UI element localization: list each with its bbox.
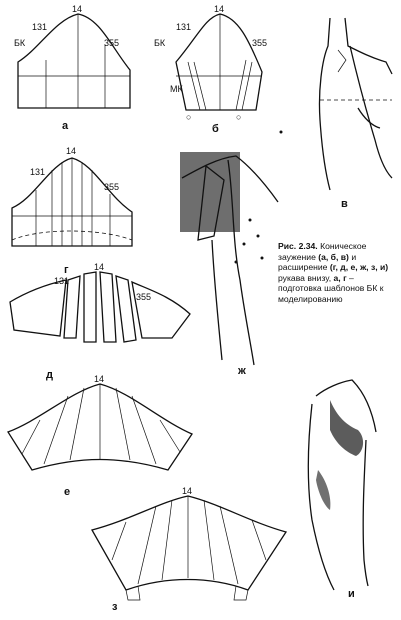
label-bk-b: БК [154,38,166,48]
label-355-d: 355 [136,292,152,302]
panel-letter-b: б [212,123,219,135]
panel-letter-v: в [341,198,348,210]
figure-caption [278,241,396,304]
sleeve-block-z [92,486,286,613]
label-14-z: 14 [182,486,193,496]
garment-sketch-v [319,18,392,210]
label-14-e: 14 [94,374,105,384]
panel-letter-e: е [64,486,71,498]
sleeve-block-e [8,374,192,498]
label-14-b: 14 [214,4,225,14]
sleeve-block-d [10,262,190,381]
caption-label: Рис. 2.34. [278,241,318,251]
circle-mark-left: ○ [186,112,192,122]
sleeve-block-b [154,4,267,135]
panel-letter-zh: ж [238,365,246,377]
caption-text-4: – подготовка шаблонов БК к моделированию [278,272,384,304]
panel-letter-d: д [46,369,53,381]
panel-letter-i: и [348,588,355,600]
caption-text-1: Коническое заужение [278,241,367,262]
label-131-a: 131 [32,22,48,32]
label-14-a: 14 [72,4,83,14]
caption-text-3: рукава внизу, [278,272,332,283]
label-355-g: 355 [104,182,120,192]
panel-letter-a: а [62,120,69,132]
caption-letters-1: (а, б, в) [318,251,349,262]
dress-sketch-zh [180,152,278,377]
label-bk-a: БК [14,38,26,48]
label-14-d: 14 [94,262,105,272]
label-131-b: 131 [176,22,192,32]
circle-mark-right: ○ [236,112,242,122]
label-mk-b: МК [170,84,183,94]
sleeve-block-g [12,146,132,276]
label-131-g: 131 [30,167,46,177]
caption-letters-3: а, г [333,272,347,283]
caption-letters-2: (г, д, е, ж, з, и) [329,262,389,272]
label-131-d: 131 [54,276,70,286]
label-14-g: 14 [66,146,77,156]
panel-letter-z: з [112,601,118,613]
label-355-a: 355 [104,38,120,48]
panel-letter-g: г [64,264,69,276]
caption-text-2: и расширение [278,251,357,272]
dress-sketch-i [308,380,376,600]
stray-dot [280,131,283,134]
sleeve-block-a [14,4,130,132]
label-355-b: 355 [252,38,268,48]
